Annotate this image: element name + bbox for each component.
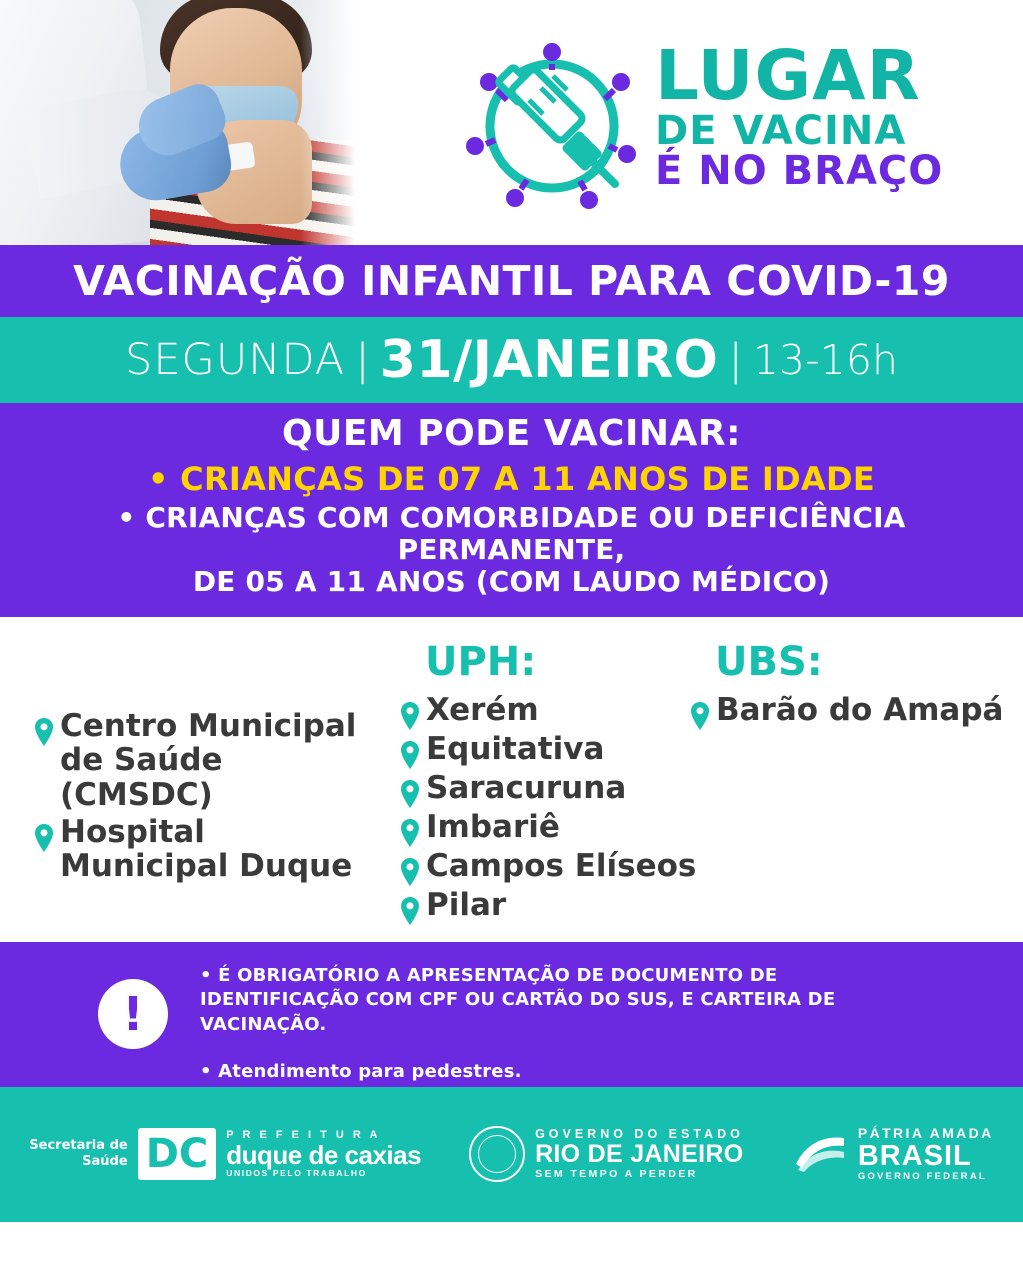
- date-time-range: 13-16h: [752, 336, 898, 384]
- syringe-virus-icon: [455, 26, 650, 216]
- patria-amada-label: PÁTRIA AMADA: [857, 1124, 994, 1141]
- page-title: [0, 245, 1023, 317]
- map-pin-icon: [400, 741, 420, 769]
- rj-slogan: SEM TEMPO A PERDER: [535, 1167, 698, 1180]
- list-item: [400, 693, 700, 730]
- map-pin-icon: [400, 858, 420, 886]
- brasil-wave-icon: [792, 1130, 848, 1179]
- logo-line-1: LUGAR: [655, 36, 921, 116]
- eligibility-bullet-0: •: [147, 460, 169, 498]
- locations-column-1: [34, 709, 384, 887]
- list-item: [400, 771, 700, 808]
- map-pin-icon: [400, 897, 420, 925]
- locations-section: [0, 617, 1023, 942]
- location-name: Saracuruna: [426, 769, 627, 806]
- eligibility-text-0: CRIANÇAS DE 07 A 11 ANOS DE IDADE: [180, 460, 876, 498]
- eligibility-bullet-1: •: [117, 501, 136, 534]
- map-pin-icon: [34, 824, 54, 852]
- prefeitura-label: P R E F E I T U R A: [226, 1129, 381, 1142]
- logo-governo-estado-rj: [469, 1126, 744, 1182]
- rj-crest-icon: [469, 1126, 525, 1182]
- location-name: Imbariê: [426, 808, 560, 845]
- location-name: Equitativa: [426, 730, 605, 767]
- locations-column-3-heading: UBS:: [715, 638, 823, 685]
- date-weekday: SEGUNDA: [125, 335, 346, 385]
- notice-section: [0, 942, 1023, 1087]
- eligibility-text-1: CRIANÇAS COM COMORBIDADE OU DEFICIÊNCIA PERMANENTE,: [145, 501, 906, 567]
- duque-de-caxias-slogan: UNIDOS PELO TRABALHO: [226, 1168, 367, 1179]
- date-separator-2: |: [728, 335, 743, 385]
- secretaria-line-1: Secretaria de: [29, 1138, 128, 1154]
- rio-de-janeiro-label: RIO DE JANEIRO: [535, 1140, 744, 1169]
- eligibility-text-2: DE 05 A 11 ANOS (COM LAUDO MÉDICO): [192, 565, 831, 599]
- logo-line-3: É NO BRAÇO: [655, 147, 944, 194]
- brasil-label: BRASIL: [857, 1139, 972, 1172]
- date-bar: [0, 317, 1023, 403]
- date-value: 31/JANEIRO: [379, 330, 719, 390]
- notice-line-2: • Atendimento para pedestres.: [200, 1061, 522, 1083]
- exclamation-icon: [98, 979, 168, 1049]
- vaccination-photo: [0, 0, 360, 245]
- page-title-text: VACINAÇÃO INFANTIL PARA COVID-19: [73, 257, 950, 305]
- secretaria-line-2: Saúde: [82, 1154, 128, 1170]
- hero-section: [0, 0, 1023, 245]
- governo-estado-label: GOVERNO DO ESTADO: [535, 1126, 744, 1141]
- governo-federal-label: GOVERNO FEDERAL: [857, 1171, 987, 1183]
- date-separator-1: |: [355, 335, 370, 385]
- map-pin-icon: [400, 819, 420, 847]
- eligibility-title: QUEM PODE VACINAR:: [282, 413, 741, 454]
- map-pin-icon: [400, 702, 420, 730]
- secretaria-saude-label: [29, 1138, 127, 1169]
- logo-patria-amada-brasil: [792, 1126, 994, 1183]
- eligibility-item-2: [0, 566, 1023, 598]
- eligibility-section: [0, 403, 1023, 617]
- locations-column-2: [400, 639, 700, 927]
- eligibility-item-0: [0, 460, 1023, 498]
- eligibility-item-1: [0, 502, 1023, 566]
- exclamation-glyph: !: [122, 986, 144, 1041]
- rj-crest-inner: [478, 1135, 516, 1173]
- locations-column-3: [690, 639, 1010, 732]
- footer: [0, 1087, 1023, 1222]
- location-name: Xerém: [426, 691, 539, 728]
- dc-monogram: DC: [138, 1128, 217, 1180]
- notice-line-1: • É OBRIGATÓRIO A APRESENTAÇÃO DE DOCUMENTO DE IDENTIFICAÇÃO COM CPF OU CARTÃO DO SUS, E CARTEIRA DE VACINAÇÃO.: [200, 964, 836, 1036]
- location-name: Hospital Municipal Duque: [60, 813, 353, 885]
- list-item: [34, 709, 384, 813]
- locations-column-2-heading: UPH:: [425, 638, 537, 685]
- map-pin-icon: [400, 780, 420, 808]
- list-item: [400, 888, 700, 925]
- list-item: [400, 849, 700, 886]
- campaign-logo: [455, 26, 1000, 221]
- location-name: Centro Municipal de Saúde (CMSDC): [60, 707, 357, 813]
- campaign-logo-text: [655, 36, 1000, 194]
- logo-prefeitura-duque-de-caxias: [29, 1128, 421, 1180]
- photo-fade: [300, 0, 360, 245]
- map-pin-icon: [690, 702, 710, 730]
- list-item: [400, 810, 700, 847]
- logo-line-2: DE VACINA: [655, 107, 907, 154]
- list-item: [690, 693, 1010, 730]
- map-pin-icon: [34, 718, 54, 746]
- location-name: Barão do Amapá: [716, 691, 1004, 728]
- notice-text: [200, 964, 860, 1085]
- location-name: Campos Elíseos: [426, 847, 697, 884]
- list-item: [400, 732, 700, 769]
- list-item: [34, 815, 384, 884]
- location-name: Pilar: [426, 886, 507, 923]
- duque-de-caxias-name: duque de caxias: [226, 1139, 422, 1170]
